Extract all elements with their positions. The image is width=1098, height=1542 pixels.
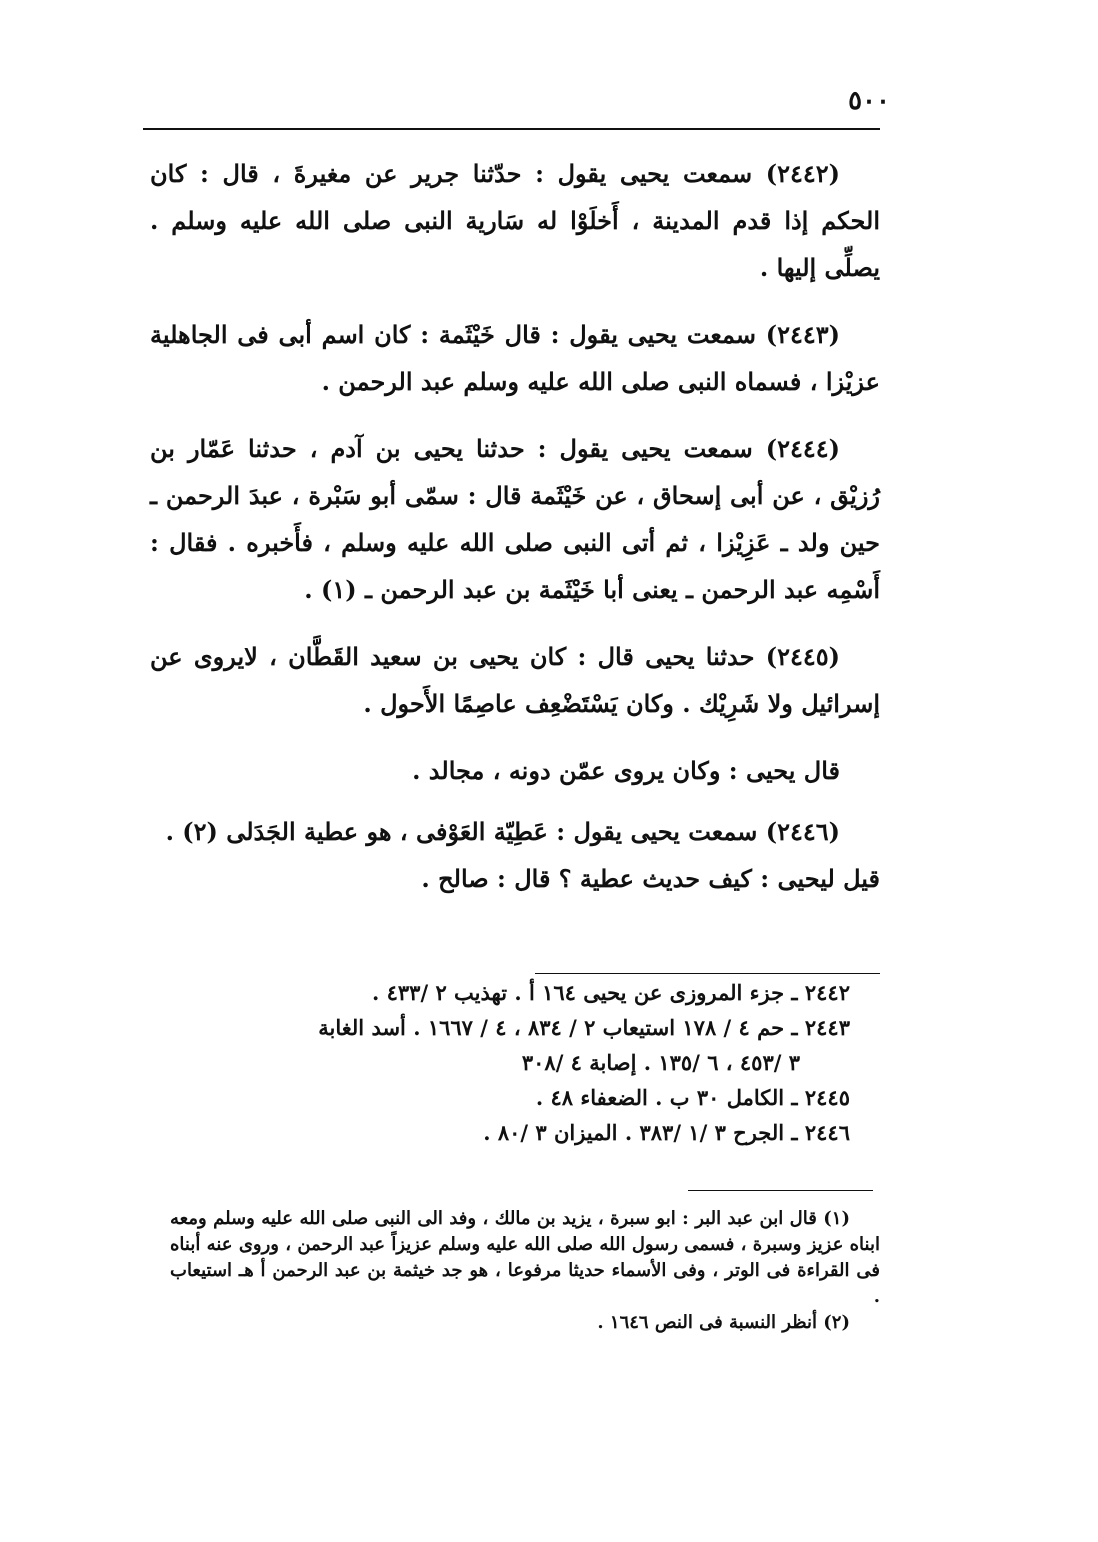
- entry-2442: [150, 150, 880, 291]
- reference-2443-continued: ٣ /٤٥٣ ، ٦ /١٣٥ . إصابة ٤ /٣٠٨: [521, 1050, 800, 1075]
- entry-2445-note: [150, 747, 880, 794]
- entry-line: (٢٤٤٤) سمعت يحيى يقول : حدثنا يحيى بن آدم ، حدثنا عَمّار بن: [150, 434, 840, 463]
- reference-2445: ٢٤٤٥ ـ الكامل ٣٠ ب . الضعفاء ٤٨ .: [535, 1085, 850, 1110]
- references-rule: [535, 973, 880, 974]
- entry-line: أَسْمِه عبد الرحمن ـ يعنى أبا خَيْثَمة بن عبد الرحمن ـ (١) .: [304, 575, 880, 604]
- entry-line: (٢٤٤٥) حدثنا يحيى قال : كان يحيى بن سعيد القَطَّان ، لايروى عن: [150, 642, 840, 671]
- entry-line: إذا قدم المدينة ، أَخلَوْا له سَارية النبى صلى الله عليه وسلم . يصلِّى إليها .: [150, 206, 880, 282]
- footnote-rule: [688, 1190, 873, 1191]
- entry-line: قال يحيى : وكان يروى عمّن دونه ، مجالد .: [412, 756, 840, 785]
- entry-line: (٢٤٤٦) سمعت يحيى يقول : عَطِيّة العَوْفى ، هو عطية الجَدَلى (٢) .: [165, 817, 840, 846]
- entry-2446: [150, 808, 880, 902]
- page-number: ٥٠٠: [848, 86, 890, 116]
- top-rule: [143, 128, 880, 130]
- reference-2446: ٢٤٤٦ ـ الجرح ٣ /١ /٣٨٣ . الميزان ٣ /٨٠ .: [483, 1120, 850, 1145]
- entry-line: إسرائيل ولا شَرِيْك . وكان يَسْتَضْعِف عاصِمًا الأَحول .: [363, 689, 880, 718]
- entry-line: (٢٤٤٣) سمعت يحيى يقول : قال خَيْثَمة : كان اسم أبى فى الجاهلية: [150, 320, 840, 349]
- main-text: [150, 150, 880, 922]
- footnote-line: (١) قال ابن عبد البر : ابو سبرة ، يزيد بن مالك ، وفد الى النبى صلى الله: [299, 1208, 850, 1229]
- footnote-line: عليه وسلم ومعه ابناه عزيز وسبرة ، فسمى رسول الله صلى الله عليه وسلم عزيزاً: [170, 1208, 880, 1255]
- entry-line: رُزيْق ، عن أبى إسحاق ، عن خَيْثَمة قال : سمّى أبو سَبْرة ، عبدَ الرحمن ـ: [150, 481, 880, 510]
- footnote-line: (٢) أنظر النسبة فى النص ١٦٤٦ .: [597, 1312, 850, 1333]
- entry-2445: [150, 633, 880, 727]
- entry-2443: [150, 311, 880, 405]
- footnote-line: هو جد خيثمة بن عبد الرحمن أ هـ استيعاب .: [170, 1260, 880, 1307]
- entry-line: (٢٤٤٢) سمعت يحيى يقول : حدّثنا جرير عن مغيرةَ ، قال : كان الحكم: [150, 159, 880, 235]
- entry-line: عزيْزا ، فسماه النبى صلى الله عليه وسلم عبد الرحمن .: [321, 367, 880, 396]
- reference-2443: ٢٤٤٣ ـ حم ٤ / ١٧٨ استيعاب ٢ / ٨٣٤ ، ٤ / ١٦٦٧ . أسد الغابة: [318, 1015, 850, 1040]
- references: [150, 975, 850, 1150]
- footnote-1: [170, 1206, 880, 1310]
- entry-line: قيل ليحيى : كيف حديث عطية ؟ قال : صالح .: [421, 864, 880, 893]
- footnotes: [170, 1206, 880, 1336]
- entry-2444: [150, 425, 880, 613]
- footnote-line: عبد الرحمن ، وروى عنه أبناه فى القراءة فى الوتر ، وفى الأسماء حديثا مرفوعا ،: [170, 1234, 880, 1281]
- entry-line: حين ولد ـ عَزِيْزا ، ثم أتى النبى صلى الله عليه وسلم ، فأَخبره . فقال :: [150, 528, 880, 557]
- footnote-2: [170, 1310, 880, 1336]
- reference-2442: ٢٤٤٢ ـ جزء المروزى عن يحيى ١٦٤ أ . تهذيب ٢ /٤٣٣ .: [371, 980, 850, 1005]
